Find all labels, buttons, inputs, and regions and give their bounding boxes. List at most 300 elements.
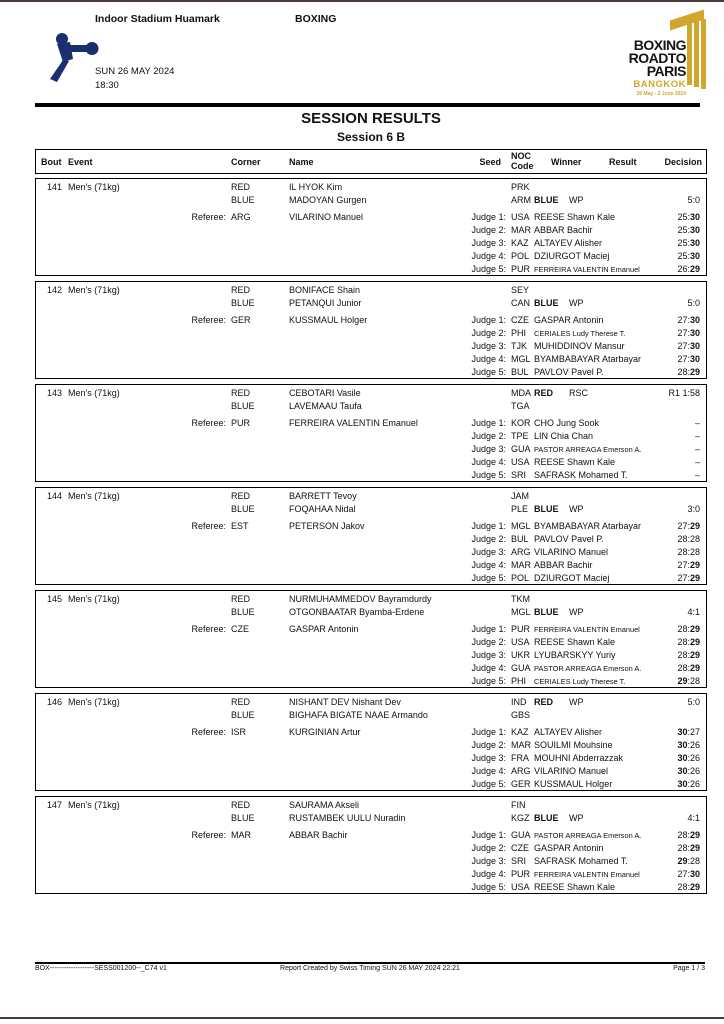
judge-name: SOUILMI Mouhsine [534, 740, 613, 750]
judge-score-dash: – [694, 431, 700, 441]
judge-score: 30:27 [677, 727, 700, 737]
referee-label: Referee: [191, 418, 226, 428]
event-name: Men's (71kg) [68, 285, 120, 295]
referee-noc: EST [231, 521, 249, 531]
judge-score-red: 28 [677, 650, 688, 660]
judge-score-red: 27 [677, 354, 688, 364]
judge-label: Judge 1: [471, 418, 506, 428]
judge-score: 30:26 [677, 779, 700, 789]
red-boxer-name: NURMUHAMMEDOV Bayramdurdy [289, 594, 432, 604]
bout-number: 144 [46, 491, 62, 501]
corner-blue-label: BLUE [231, 813, 255, 823]
judge-score-blue: 29 [689, 663, 700, 673]
judge-score-red: 30 [677, 779, 688, 789]
footer-created-by: Report Created by Swiss Timing SUN 26 MAY 2024 22:21 [280, 965, 460, 972]
judge-score-blue: 30 [689, 869, 700, 879]
referee-noc: ARG [231, 212, 251, 222]
logo-dates: 26 May - 2 June 2024 [636, 91, 686, 97]
event-name: Men's (71kg) [68, 491, 120, 501]
judge-score: 25:30 [677, 212, 700, 222]
blue-noc-code: KGZ [511, 813, 530, 823]
blue-boxer-name: PETANQUI Junior [289, 298, 362, 308]
judge-name: ALTAYEV Alisher [534, 727, 603, 737]
judge-score-blue: 27 [689, 727, 700, 737]
judge-noc: KAZ [511, 238, 529, 248]
judge-score-red: 28 [677, 663, 688, 673]
judge-score-red: 30 [677, 753, 688, 763]
col-name: Name [289, 157, 314, 167]
col-noc-code: NOC Code [511, 151, 534, 171]
judge-score: 28:29 [677, 650, 700, 660]
bout-box [35, 693, 707, 791]
corner-red-label: RED [231, 594, 251, 604]
judge-label: Judge 2: [471, 225, 506, 235]
judge-name: GASPAR Antonin [534, 843, 604, 853]
red-boxer-name: SAURAMA Akseli [289, 800, 360, 810]
judge-noc: PHI [511, 676, 527, 686]
judge-name: SAFRASK Mohamed T. [534, 470, 628, 480]
judge-label: Judge 4: [471, 663, 506, 673]
judge-score: 27:30 [677, 315, 700, 325]
judge-score-red: 28 [677, 882, 688, 892]
judge-name: CERIALES Ludy Therese T. [534, 677, 626, 686]
judge-score: 30:26 [677, 740, 700, 750]
judge-name: VILARINO Manuel [534, 547, 609, 557]
judge-score: 27:29 [677, 560, 700, 570]
judge-name: DZIURGOT Maciej [534, 251, 610, 261]
blue-noc-code: MGL [511, 607, 531, 617]
judge-score-red: 28 [677, 843, 688, 853]
judge-score-red: 27 [677, 328, 688, 338]
judge-name: ALTAYEV Alisher [534, 238, 603, 248]
judge-name: REESE Shawn Kale [534, 212, 616, 222]
referee-name: PETERSON Jakov [289, 521, 365, 531]
bout-number: 141 [46, 182, 62, 192]
judge-label: Judge 4: [471, 251, 506, 261]
red-noc-code: JAM [511, 491, 529, 501]
judge-score: 30:26 [677, 766, 700, 776]
result-code: WP [569, 607, 584, 617]
judge-score-blue: 29 [689, 882, 700, 892]
judge-score: 29:28 [677, 856, 700, 866]
referee-label: Referee: [191, 212, 226, 222]
judge-label: Judge 4: [471, 457, 506, 467]
red-noc-code: TKM [511, 594, 530, 604]
decision-score: 5:0 [687, 195, 700, 205]
judge-name: DZIURGOT Maciej [534, 573, 610, 583]
judge-label: Judge 1: [471, 830, 506, 840]
judge-score-blue: 28 [689, 856, 700, 866]
judge-noc: PUR [511, 264, 531, 274]
judge-noc: PUR [511, 624, 531, 634]
judge-label: Judge 2: [471, 534, 506, 544]
red-boxer-name: CEBOTARI Vasile [289, 388, 361, 398]
result-code: WP [569, 504, 584, 514]
winner-label: BLUE [534, 195, 559, 205]
judge-name: REESE Shawn Kale [534, 882, 616, 892]
judge-noc: KOR [511, 418, 531, 428]
judge-noc: SRI [511, 856, 527, 866]
judge-name: ABBAR Bachir [534, 560, 593, 570]
judge-noc: GUA [511, 444, 531, 454]
footer-rule [35, 962, 705, 964]
judge-name: PASTOR ARREAGA Emerson A. [534, 445, 642, 454]
bout-box [35, 384, 707, 482]
judge-score: 28:29 [677, 830, 700, 840]
logo-gold-bar-1 [687, 23, 692, 85]
judge-label: Judge 3: [471, 856, 506, 866]
judge-noc: SRI [511, 470, 527, 480]
corner-red-label: RED [231, 285, 251, 295]
judge-score: 28:29 [677, 367, 700, 377]
judge-score-blue: 29 [689, 830, 700, 840]
page-top-edge [0, 0, 724, 2]
judge-score: 27:30 [677, 341, 700, 351]
judge-score: 27:30 [677, 354, 700, 364]
judge-label: Judge 1: [471, 624, 506, 634]
corner-red-label: RED [231, 182, 251, 192]
judge-score-dash: – [694, 418, 700, 428]
blue-noc-code: TGA [511, 401, 530, 411]
judge-score-blue: 30 [689, 328, 700, 338]
judge-label: Judge 3: [471, 547, 506, 557]
judge-score-red: 27 [677, 573, 688, 583]
judge-label: Judge 1: [471, 521, 506, 531]
referee-noc: MAR [231, 830, 251, 840]
judge-score: 28:29 [677, 624, 700, 634]
referee-name: KUSSMAUL Holger [289, 315, 368, 325]
col-result: Result [609, 157, 637, 167]
judge-score: 26:29 [677, 264, 700, 274]
judge-score-blue: 30 [689, 212, 700, 222]
event-name: Men's (71kg) [68, 697, 120, 707]
judge-noc: CZE [511, 315, 529, 325]
judge-score-red: 25 [677, 225, 688, 235]
corner-red-label: RED [231, 388, 251, 398]
judge-score-red: 27 [677, 521, 688, 531]
judge-label: Judge 5: [471, 264, 506, 274]
judge-name: FERREIRA VALENTIN Emanuel [534, 625, 640, 634]
judge-name: VILARINO Manuel [534, 766, 609, 776]
judge-score: 28:28 [677, 547, 700, 557]
judge-score-blue: 30 [689, 315, 700, 325]
judge-name: PASTOR ARREAGA Emerson A. [534, 664, 642, 673]
judge-name: CERIALES Ludy Therese T. [534, 329, 626, 338]
judge-score-red: 27 [677, 315, 688, 325]
judge-score-blue: 26 [689, 779, 700, 789]
judge-noc: MAR [511, 560, 531, 570]
judge-score: 27:29 [677, 521, 700, 531]
judge-label: Judge 2: [471, 843, 506, 853]
judge-score-blue: 29 [689, 624, 700, 634]
winner-label: RED [534, 697, 554, 707]
judge-name: MUHIDDINOV Mansur [534, 341, 625, 351]
judge-score [626, 457, 700, 468]
judge-name: FERREIRA VALENTIN Emanuel [534, 870, 640, 879]
judge-score-red: 25 [677, 212, 688, 222]
judge-label: Judge 3: [471, 444, 506, 454]
referee-noc: ISR [231, 727, 247, 737]
col-seed: Seed [479, 157, 501, 167]
referee-noc: PUR [231, 418, 251, 428]
event-name: Men's (71kg) [68, 388, 120, 398]
judge-score-blue: 29 [689, 521, 700, 531]
judge-score-red: 26 [677, 264, 688, 274]
corner-blue-label: BLUE [231, 710, 255, 720]
judge-label: Judge 4: [471, 560, 506, 570]
judge-noc: TPE [511, 431, 529, 441]
judge-name: BYAMBABAYAR Atarbayar [534, 354, 642, 364]
judge-label: Judge 1: [471, 315, 506, 325]
judge-noc: ARG [511, 547, 531, 557]
judge-score-red: 27 [677, 560, 688, 570]
judge-score-blue: 30 [689, 238, 700, 248]
judge-noc: USA [511, 637, 530, 647]
sport-name: BOXING [295, 13, 337, 25]
winner-label: BLUE [534, 607, 559, 617]
col-event: Event [68, 157, 93, 167]
corner-red-label: RED [231, 491, 251, 501]
judge-name: MOUHNI Abderrazzak [534, 753, 624, 763]
corner-red-label: RED [231, 697, 251, 707]
judge-noc: GUA [511, 830, 531, 840]
judge-score: 28:29 [677, 843, 700, 853]
judge-noc: MAR [511, 225, 531, 235]
judge-name: ABBAR Bachir [534, 225, 593, 235]
judge-noc: USA [511, 212, 530, 222]
result-code: RSC [569, 388, 589, 398]
session-date: SUN 26 MAY 2024 [95, 66, 175, 77]
referee-label: Referee: [191, 624, 226, 634]
winner-label: BLUE [534, 813, 559, 823]
header-rule [35, 103, 700, 107]
judge-score-blue: 26 [689, 740, 700, 750]
judge-score-dash: – [694, 457, 700, 467]
judge-name: BYAMBABAYAR Atarbayar [534, 521, 642, 531]
judge-score-red: 28 [677, 830, 688, 840]
referee-name: FERREIRA VALENTIN Emanuel [289, 418, 418, 428]
judge-noc: CZE [511, 843, 529, 853]
judge-name: KUSSMAUL Holger [534, 779, 613, 789]
venue-name: Indoor Stadium Huamark [95, 13, 220, 25]
judge-label: Judge 3: [471, 341, 506, 351]
footer-page-number: Page 1 / 3 [673, 965, 705, 972]
judge-noc: KAZ [511, 727, 529, 737]
red-noc-code: MDA [511, 388, 531, 398]
red-noc-code: PRK [511, 182, 530, 192]
decision-score: R1 1:58 [668, 388, 700, 398]
corner-blue-label: BLUE [231, 401, 255, 411]
judge-noc: MAR [511, 740, 531, 750]
blue-boxer-name: FOQAHAA Nidal [289, 504, 356, 514]
table-header [35, 149, 707, 174]
event-name: Men's (71kg) [68, 800, 120, 810]
judge-label: Judge 2: [471, 431, 506, 441]
judge-score: 27:30 [677, 328, 700, 338]
judge-name: LIN Chia Chan [534, 431, 594, 441]
judge-score-red: 28 [677, 534, 688, 544]
red-boxer-name: IL HYOK Kim [289, 182, 343, 192]
result-code: WP [569, 813, 584, 823]
red-noc-code: SEY [511, 285, 530, 295]
judge-score-blue: 30 [689, 251, 700, 261]
decision-score: 4:1 [687, 813, 700, 823]
judge-score-blue: 29 [689, 843, 700, 853]
footer-report-code: BOX-------------------SESS001200--_C74 v1 [35, 965, 167, 972]
judge-label: Judge 1: [471, 727, 506, 737]
blue-boxer-name: LAVEMAAU Taufa [289, 401, 362, 411]
bout-number: 143 [46, 388, 62, 398]
judge-name: LYUBARSKYY Yuriy [534, 650, 616, 660]
judge-score: 27:29 [677, 573, 700, 583]
judge-label: Judge 5: [471, 470, 506, 480]
referee-label: Referee: [191, 727, 226, 737]
corner-blue-label: BLUE [231, 504, 255, 514]
judge-noc: USA [511, 882, 530, 892]
judge-label: Judge 2: [471, 637, 506, 647]
blue-noc-code: ARM [511, 195, 531, 205]
judge-score [626, 444, 700, 455]
blue-noc-code: PLE [511, 504, 529, 514]
blue-noc-code: GBS [511, 710, 531, 720]
judge-label: Judge 4: [471, 354, 506, 364]
logo-wordmark: BOXING ROADTO PARIS [628, 37, 686, 79]
judge-noc: BUL [511, 367, 529, 377]
judge-score-red: 27 [677, 341, 688, 351]
red-boxer-name: BONIFACE Shain [289, 285, 361, 295]
judge-noc: MGL [511, 521, 531, 531]
judge-score-blue: 30 [689, 225, 700, 235]
judge-score [626, 470, 700, 481]
judge-name: SAFRASK Mohamed T. [534, 856, 628, 866]
judge-label: Judge 5: [471, 676, 506, 686]
referee-noc: GER [231, 315, 251, 325]
judge-score-blue: 28 [689, 534, 700, 544]
judge-score [626, 431, 700, 442]
corner-blue-label: BLUE [231, 298, 255, 308]
red-boxer-name: NISHANT DEV Nishant Dev [289, 697, 401, 707]
judge-score-blue: 30 [689, 354, 700, 364]
judge-score: 28:29 [677, 637, 700, 647]
judge-label: Judge 5: [471, 882, 506, 892]
judge-score-red: 29 [677, 676, 688, 686]
decision-score: 3:0 [687, 504, 700, 514]
corner-red-label: RED [231, 800, 251, 810]
judge-score: 30:26 [677, 753, 700, 763]
judge-noc: USA [511, 457, 530, 467]
judge-score-dash: – [694, 470, 700, 480]
judge-name: GASPAR Antonin [534, 315, 604, 325]
decision-score: 4:1 [687, 607, 700, 617]
blue-noc-code: CAN [511, 298, 531, 308]
result-code: WP [569, 298, 584, 308]
event-logo [610, 13, 708, 103]
bout-box [35, 178, 707, 276]
judge-score: 25:30 [677, 238, 700, 248]
bout-number: 147 [46, 800, 62, 810]
judge-score: 28:29 [677, 663, 700, 673]
referee-name: VILARINO Manuel [289, 212, 364, 222]
bout-number: 142 [46, 285, 62, 295]
judge-name: PAVLOV Pavel P. [534, 534, 604, 544]
judge-noc: BUL [511, 534, 529, 544]
judge-score: 28:29 [677, 882, 700, 892]
judge-score-blue: 29 [689, 637, 700, 647]
logo-gold-bar-3 [701, 19, 706, 89]
judge-noc: FRA [511, 753, 529, 763]
blue-boxer-name: MADOYAN Gurgen [289, 195, 367, 205]
col-decision: Decision [664, 157, 702, 167]
red-boxer-name: BARRETT Tevoy [289, 491, 357, 501]
judge-score-blue: 26 [689, 766, 700, 776]
judge-score-red: 29 [677, 856, 688, 866]
referee-name: ABBAR Bachir [289, 830, 348, 840]
judge-name: REESE Shawn Kale [534, 457, 616, 467]
judge-name: PASTOR ARREAGA Emerson A. [534, 831, 642, 840]
judge-noc: POL [511, 251, 530, 261]
col-corner: Corner [231, 157, 261, 167]
judge-label: Judge 4: [471, 869, 506, 879]
judge-score [626, 418, 700, 429]
event-name: Men's (71kg) [68, 182, 120, 192]
referee-noc: CZE [231, 624, 249, 634]
judge-label: Judge 3: [471, 650, 506, 660]
judge-score-red: 28 [677, 637, 688, 647]
referee-label: Referee: [191, 315, 226, 325]
judge-label: Judge 5: [471, 573, 506, 583]
judge-noc: GUA [511, 663, 531, 673]
judge-label: Judge 4: [471, 766, 506, 776]
red-noc-code: IND [511, 697, 527, 707]
decision-score: 5:0 [687, 697, 700, 707]
col-bout: Bout [41, 157, 62, 167]
bout-box [35, 281, 707, 379]
boxing-pictogram-icon [37, 30, 99, 86]
judge-score-blue: 30 [689, 341, 700, 351]
judge-label: Judge 2: [471, 328, 506, 338]
judge-score-blue: 29 [689, 650, 700, 660]
judge-noc: PHI [511, 328, 527, 338]
corner-blue-label: BLUE [231, 607, 255, 617]
judge-score-red: 30 [677, 740, 688, 750]
referee-label: Referee: [191, 521, 226, 531]
decision-score: 5:0 [687, 298, 700, 308]
winner-label: BLUE [534, 504, 559, 514]
red-noc-code: FIN [511, 800, 526, 810]
bout-box [35, 487, 707, 585]
judge-score-blue: 26 [689, 753, 700, 763]
judge-score: 29:28 [677, 676, 700, 686]
page-bottom-edge [0, 1017, 724, 1019]
judge-label: Judge 5: [471, 367, 506, 377]
bout-number: 146 [46, 697, 62, 707]
session-time: 18:30 [95, 80, 119, 91]
bout-box [35, 796, 707, 894]
judge-score-dash: – [694, 444, 700, 454]
event-name: Men's (71kg) [68, 594, 120, 604]
judge-score: 28:28 [677, 534, 700, 544]
judge-score-blue: 29 [689, 560, 700, 570]
judge-score: 25:30 [677, 251, 700, 261]
blue-boxer-name: RUSTAMBEK UULU Nuradin [289, 813, 406, 823]
blue-boxer-name: BIGHAFA BIGATE NAAE Armando [289, 710, 428, 720]
judge-score-red: 30 [677, 766, 688, 776]
page-title: SESSION RESULTS [301, 110, 441, 127]
judge-score-red: 28 [677, 547, 688, 557]
judge-score-red: 30 [677, 727, 688, 737]
judge-score-blue: 28 [689, 676, 700, 686]
judge-score-red: 27 [677, 869, 688, 879]
